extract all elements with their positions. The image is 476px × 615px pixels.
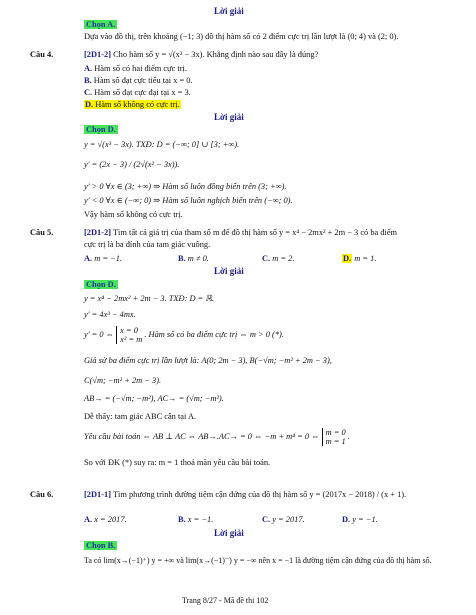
solution-step: y = √(x³ − 3x). TXĐ: D = (−∞; 0] ∪ [3; +∞). [84,140,240,149]
question-number: Câu 6. [30,490,54,499]
solution-step: So với ĐK (*) suy ra: m = 1 thoả mãn yêu cầu bài toán. [84,458,271,467]
solution-heading: Lời giải [214,528,244,538]
solution-step: y = x⁴ − 2mx² + 2m − 3. TXĐ: D = ℝ. [84,294,215,303]
question-text: [2D1-1] Tìm phương trình đường tiệm cận đứng của đồ thị hàm số y = (2017x − 2018) / (x + 1). [84,490,407,499]
answer-label: Chọn A. [86,20,116,29]
option-b: B. m ≠ 0. [178,254,209,263]
solution-step: y′ = 0 ⇔ x = 0 x² = m . Hàm số có ba điểm cực trị ⇔ m > 0 (*). [84,326,284,345]
solution-step: Ta có lim(x→(−1)⁺) y = +∞ và lim(x→(−1)⁻) y = −∞ nên x = −1 là đường tiệm cận đứng của đồ thị hàm số. [84,556,432,565]
option-d: D. Hàm số không có cực trị. [85,100,180,109]
solution-text: Dựa vào đồ thị, trên khoảng (−1; 3) đồ thị hàm số có 2 điểm cực trị lần lượt là (0; 4) và (2; 0). [84,32,399,41]
option-c: C. Hàm số đạt cực đại tại x = 3. [84,88,191,97]
case-brace: x = 0 x² = m [116,326,142,344]
solution-step: y′ > 0 ∀x ∈ (3; +∞) ⇒ Hàm số luôn đồng biến trên (3; +∞). [84,182,287,191]
option-b: B. Hàm số đạt cực tiểu tại x = 0. [84,76,193,85]
page-footer: Trang 8/27 - Mã đề thi 102 [182,596,269,605]
answer-label: Chọn D. [86,125,116,134]
option-a: A. m = −1. [84,254,123,263]
solution-step: AB→ = (−√m; −m²), AC→ = (√m; −m²). [84,394,224,403]
solution-step: y′ = (2x − 3) / (2√(x² − 3x)). [84,160,180,169]
question-text-cont: cực trị là ba đỉnh của tam giác vuông. [84,240,211,249]
answer-label: Chọn B. [86,541,116,550]
answer-label: Chọn D. [86,280,116,289]
option-c: C. y = 2017. [262,515,305,524]
option-d: D. y = −1. [342,515,378,524]
question-number: Câu 5. [30,228,54,237]
solution-step: y′ < 0 ∀x ∈ (−∞; 0) ⇒ Hàm số luôn nghịch biến trên (−∞; 0). [84,196,293,205]
solution-heading: Lời giải [214,112,244,122]
option-a: A. Hàm số có hai điểm cực trị. [84,64,187,73]
solution-heading: Lời giải [214,266,244,276]
question-text: [2D1-2] Tìm tất cả giá trị của tham số m để đồ thị hàm số y = x⁴ − 2mx² + 2m − 3 có ba điểm [84,228,398,237]
option-b: B. x = −1. [178,515,214,524]
solution-step: Yêu cầu bài toán ⇔ AB ⊥ AC ⇔ AB→.AC→ = 0 ⇔ −m + m⁴ = 0 ⇔ m = 0 m = 1 . [84,428,350,447]
solution-step: C(√m; −m² + 2m − 3). [84,376,162,385]
solution-step: Vậy hàm số không có cực trị. [84,210,183,219]
option-d: D. m = 1. [343,254,377,263]
case-brace: m = 0 m = 1 [322,428,346,446]
question-number: Câu 4. [30,50,54,59]
option-c: C. m = 2. [262,254,295,263]
solution-step: y′ = 4x³ − 4mx. [84,310,136,319]
solution-heading: Lời giải [214,6,244,16]
solution-step: Dễ thấy: tam giác ABC cân tại A. [84,412,197,421]
solution-step: Giả sử ba điểm cực trị lần lượt là: A(0; 2m − 3), B(−√m; −m² + 2m − 3), [84,356,332,365]
question-text: [2D1-2] Cho hàm số y = √(x³ − 3x). Khẳng định nào sau đây là đúng? [84,50,319,59]
option-a: A. x = 2017. [84,515,127,524]
